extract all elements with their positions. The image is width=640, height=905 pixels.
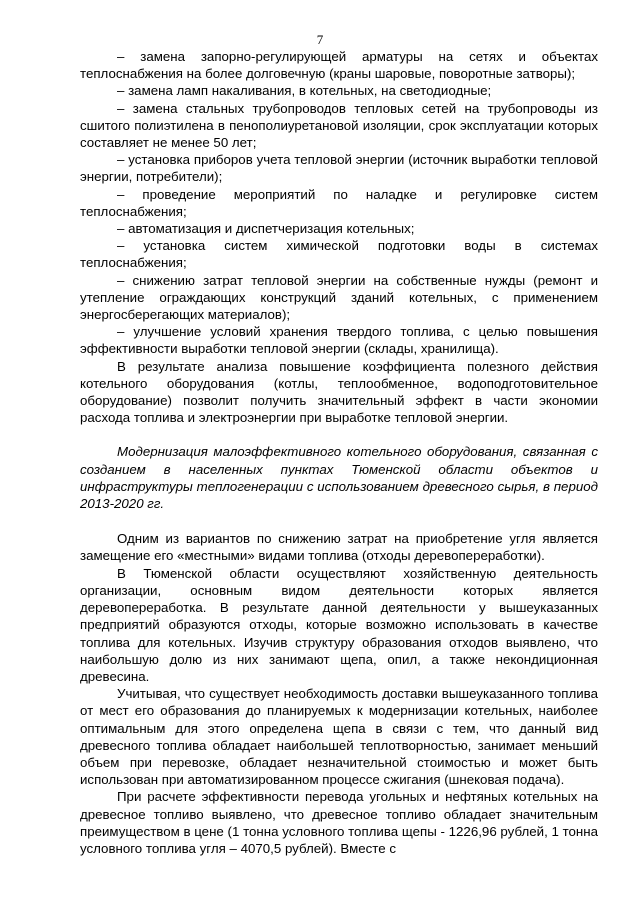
body-paragraph: Учитывая, что существует необходимость доставки вышеуказанного топлива от мест его образования до планируемых к модернизации котельных, наиболее оптимальным для этого определена щепа в связи с тем, что данный вид древесного топлива обладает наибольшей теплотворностью, занимает меньший объем при перевозке, обладает незначительной стоимостью и может быть использован при автоматизированном процессе сжигания (шнековая подача). bbox=[80, 686, 598, 788]
body-paragraph: При расчете эффективности перевода угольных и нефтяных котельных на древесное топливо выявлено, что древесное топливо обладает значительным преимуществом в цене (1 тонна условного топлива щепы - 1226,96 рублей, 1 тонна условного топлива угля – 4070,5 рублей). Вместе с bbox=[80, 789, 598, 856]
page-content bbox=[80, 48, 598, 857]
spacer bbox=[80, 512, 598, 530]
spacer bbox=[80, 426, 598, 443]
section-heading: Модернизация малоэффективного котельного оборудования, связанная с созданием в населенных пунктах Тюменской области объектов и инфраструктуры теплогенерации с использованием древесного сырья, в период 2013-2020 гг. bbox=[80, 444, 598, 512]
page-number: 7 bbox=[316, 32, 324, 47]
conclusion-paragraph: В результате анализа повышение коэффициента полезного действия котельного оборудования (котлы, теплообменное, водоподготовительное оборудование) позволит получить значительный эффект в части экономии расхода топлива и электроэнергии при выработке тепловой энергии. bbox=[80, 358, 598, 426]
bullet-item: – замена ламп накаливания, в котельных, на светодиодные; bbox=[117, 83, 492, 99]
body-paragraph: Одним из вариантов по снижению затрат на приобретение угля является замещение его «местными» видами топлива (отходы деревопереработки). bbox=[80, 531, 598, 564]
bullet-item: – замена стальных трубопроводов тепловых сетей на трубопроводы из сшитого полиэтилена в пенополиуретановой изоляции, срок эксплуатации которых составляет не менее 50 лет; bbox=[80, 100, 598, 151]
body-paragraph: В Тюменской области осуществляют хозяйственную деятельность организации, основным видом деятельности которых является деревопереработка. В результате данной деятельности у вышеуказанных предприятий образуются отходы, которые возможно использовать в качестве топлива для котельных. Изучив структуру образования отходов выявлено, что наибольшую долю из них занимают щепа, опил, а также некондиционная древесина. bbox=[80, 565, 598, 684]
bullet-item: – снижению затрат тепловой энергии на собственные нужды (ремонт и утепление ограждающих конструкций зданий котельных, с применением энергосберегающих материалов); bbox=[80, 272, 598, 323]
bullet-item: – установка систем химической подготовки воды в системах теплоснабжения; bbox=[80, 238, 598, 271]
bullet-item: – установка приборов учета тепловой энергии (источник выработки тепловой энергии, потребители); bbox=[80, 152, 598, 185]
bullet-item: – проведение мероприятий по наладке и регулировке систем теплоснабжения; bbox=[80, 186, 598, 219]
bullet-item: – замена запорно-регулирующей арматуры на сетях и объектах теплоснабжения на более долговечную (краны шаровые, поворотные затворы); bbox=[80, 49, 598, 82]
bullet-item: – улучшение условий хранения твердого топлива, с целью повышения эффективности выработки тепловой энергии (склады, хранилища). bbox=[80, 324, 598, 357]
bullet-item: – автоматизация и диспетчеризация котельных; bbox=[117, 221, 415, 237]
